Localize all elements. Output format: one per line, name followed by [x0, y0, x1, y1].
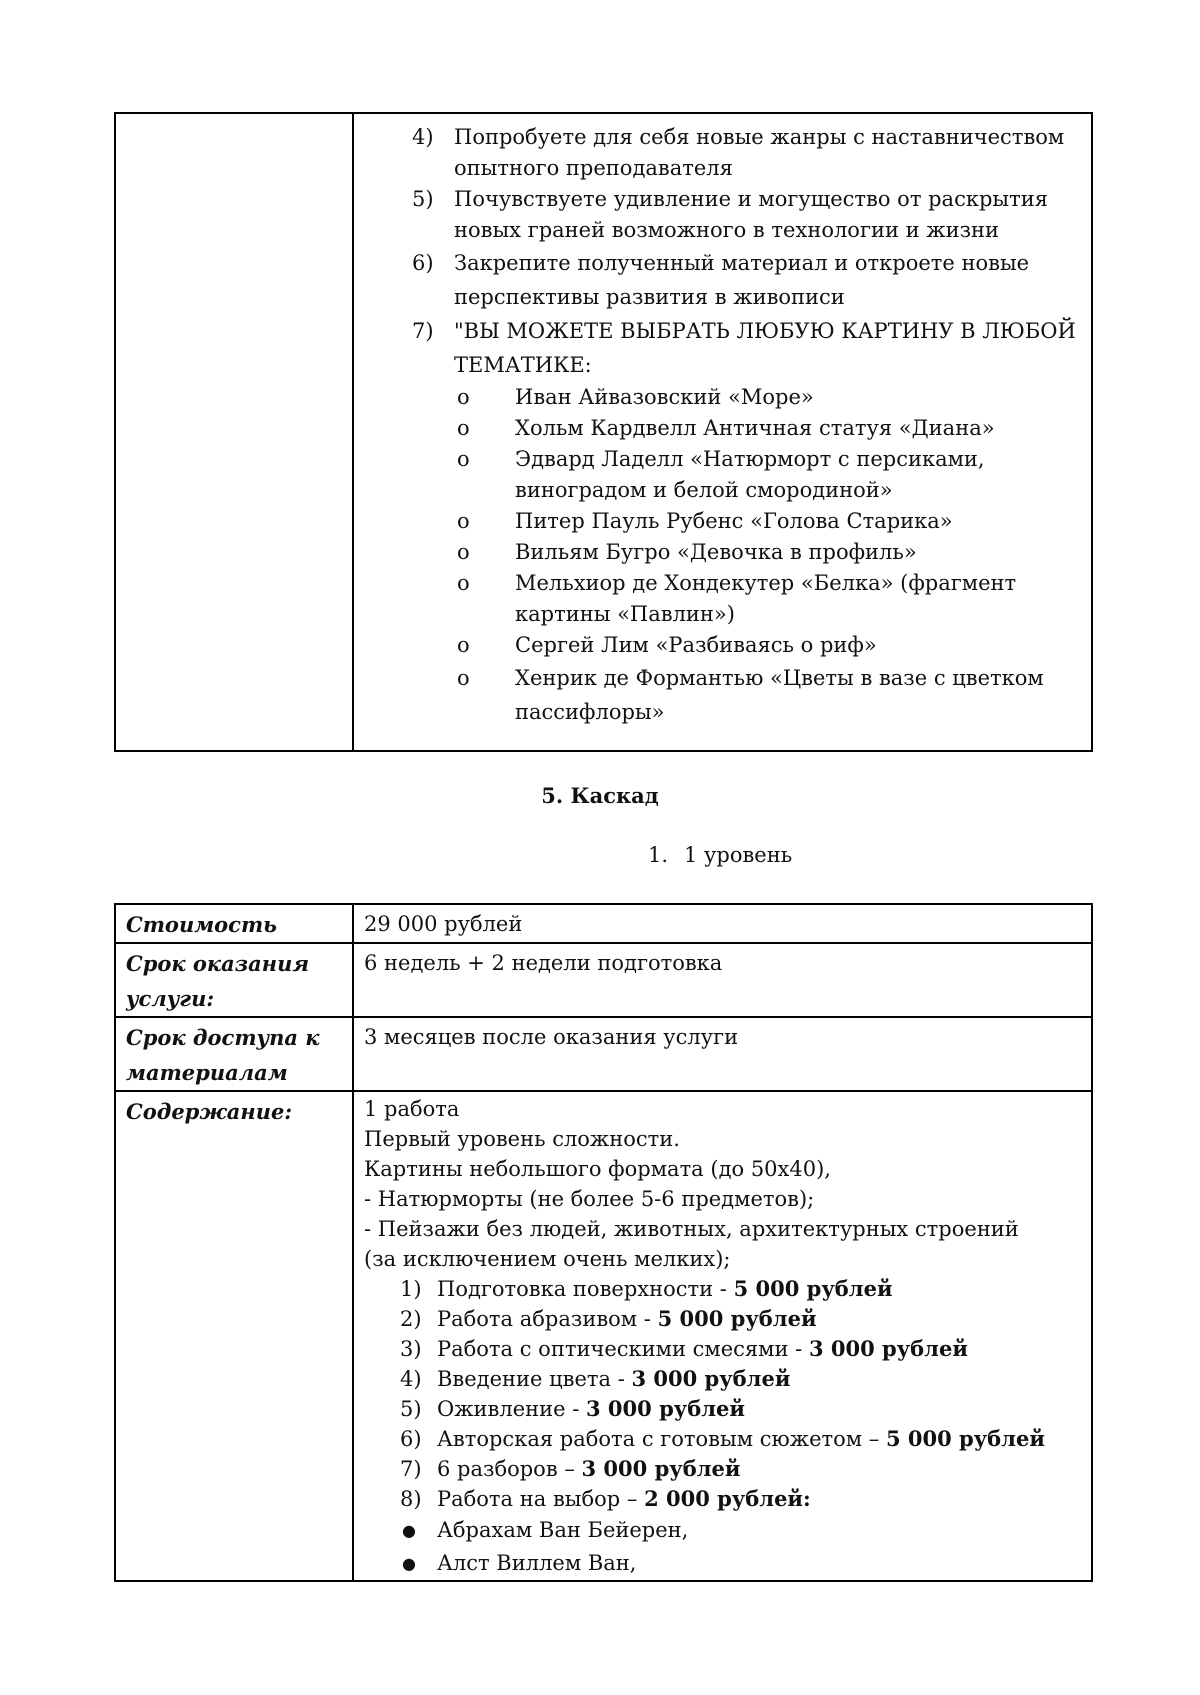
- painting-text: Сергей Лим «Разбиваясь о риф»: [515, 633, 877, 657]
- module-item: [364, 1484, 1083, 1514]
- item-number: 4): [412, 125, 434, 149]
- list-item: [354, 122, 1087, 184]
- content-line: Картины небольшого формата (до 50х40),: [364, 1157, 831, 1181]
- circle-bullet-icon: o: [457, 571, 470, 595]
- item-text: Почувствуете удивление и могущество от раскрытия новых граней возможного в технологии и жизни: [454, 187, 1048, 242]
- module-item: [364, 1304, 1083, 1334]
- painting-item: [454, 537, 1083, 568]
- painting-item: [454, 661, 1083, 729]
- module-price: 5 000 рублей: [885, 1426, 1045, 1451]
- circle-bullet-icon: o: [457, 540, 470, 564]
- section-heading: 5. Каскад: [541, 783, 659, 808]
- table-row: [115, 904, 1092, 943]
- item-number: 7): [412, 319, 434, 343]
- painting-text: Вильям Бугро «Девочка в профиль»: [515, 540, 917, 564]
- row-label: Стоимость: [115, 904, 353, 943]
- module-item: [364, 1454, 1083, 1484]
- benefits-list: [354, 122, 1091, 729]
- item-number: 3): [400, 1337, 422, 1361]
- module-price: 5 000 рублей: [657, 1306, 817, 1331]
- table-row: [115, 1017, 1092, 1091]
- module-item: [364, 1424, 1083, 1454]
- row-label: Срок доступа к материалам: [115, 1017, 353, 1091]
- item-number: 2): [400, 1307, 422, 1331]
- artist-text: Абрахам Ван Бейерен,: [437, 1518, 689, 1542]
- item-number: 6): [412, 251, 434, 275]
- circle-bullet-icon: o: [457, 447, 470, 471]
- paintings-list: [454, 382, 1087, 729]
- item-number: 6): [400, 1427, 422, 1451]
- painting-item: [454, 413, 1083, 444]
- item-number: 8): [400, 1487, 422, 1511]
- modules-list: [364, 1274, 1083, 1514]
- module-price: 3 000 рублей: [581, 1456, 741, 1481]
- artist-item: [364, 1514, 1083, 1547]
- content-line: 1 работа: [364, 1097, 460, 1121]
- module-price: 5 000 рублей: [733, 1276, 893, 1301]
- bullet-dot-icon: ●: [402, 1554, 416, 1573]
- content-line: - Натюрморты (не более 5-6 предметов);: [364, 1187, 815, 1211]
- painting-text: Иван Айвазовский «Море»: [515, 385, 814, 409]
- painting-text: Мельхиор де Хондекутер «Белка» (фрагмент картины «Павлин»): [515, 571, 1017, 626]
- item-number: 7): [400, 1457, 422, 1481]
- painting-text: Эдвард Ладелл «Натюрморт с персиками, виноградом и белой смородиной»: [515, 447, 985, 502]
- item-number: 4): [400, 1367, 422, 1391]
- content-cell: [353, 1091, 1092, 1581]
- table-row: [115, 1091, 1092, 1581]
- module-price: 3 000 рублей: [586, 1396, 745, 1421]
- module-item: [364, 1274, 1083, 1304]
- module-text: Работа с оптическими смесями -: [437, 1337, 809, 1361]
- painting-item: [454, 568, 1083, 630]
- row-label: Содержание:: [115, 1091, 353, 1581]
- module-text: Работа на выбор –: [437, 1487, 645, 1511]
- module-item: [364, 1334, 1083, 1364]
- row-value: 29 000 рублей: [353, 904, 1092, 943]
- module-text: Авторская работа с готовым сюжетом –: [437, 1427, 886, 1451]
- course-details-table: [114, 903, 1093, 1582]
- row-value: 6 недель + 2 недели подготовка: [353, 943, 1092, 1017]
- row-label: Срок оказания услуги:: [115, 943, 353, 1017]
- artist-text: Алст Виллем Ван,: [437, 1551, 637, 1575]
- circle-bullet-icon: o: [457, 509, 470, 533]
- item-number: 5): [400, 1397, 422, 1421]
- item-number: 1): [400, 1277, 422, 1301]
- module-price: 3 000 рублей: [631, 1366, 791, 1391]
- item-text: "ВЫ МОЖЕТЕ ВЫБРАТЬ ЛЮБУЮ КАРТИНУ В ЛЮБОЙ ТЕМАТИКЕ:: [454, 319, 1076, 377]
- circle-bullet-icon: o: [457, 633, 470, 657]
- module-item: [364, 1394, 1083, 1424]
- module-text: 6 разборов –: [437, 1457, 582, 1481]
- painting-item: [454, 444, 1083, 506]
- level-number: 1.: [648, 843, 669, 867]
- level-heading: [648, 843, 792, 867]
- content-line: - Пейзажи без людей, животных, архитектурных строений: [364, 1217, 1019, 1241]
- artist-item: [364, 1547, 1083, 1580]
- bullet-dot-icon: ●: [402, 1521, 416, 1540]
- table-row: [115, 113, 1092, 751]
- item-text: Закрепите полученный материал и откроете новые перспективы развития в живописи: [454, 251, 1030, 309]
- circle-bullet-icon: o: [457, 416, 470, 440]
- item-text: Попробуете для себя новые жанры с наставничеством опытного преподавателя: [454, 125, 1065, 180]
- module-item: [364, 1364, 1083, 1394]
- table-cell-benefits: [353, 113, 1092, 751]
- content-line: Первый уровень сложности.: [364, 1127, 680, 1151]
- module-price: 2 000 рублей:: [644, 1486, 811, 1511]
- table-cell-empty: [115, 113, 353, 751]
- painting-item: [454, 382, 1083, 413]
- item-number: 5): [412, 187, 434, 211]
- module-text: Подготовка поверхности -: [437, 1277, 734, 1301]
- level-text: 1 уровень: [684, 843, 793, 867]
- painting-text: Хольм Кардвелл Античная статуя «Диана»: [515, 416, 995, 440]
- painting-text: Хенрик де Формантью «Цветы в вазе с цветком пассифлоры»: [515, 666, 1044, 724]
- list-item: [354, 246, 1087, 314]
- row-value: 3 месяцев после оказания услуги: [353, 1017, 1092, 1091]
- artists-list: [364, 1514, 1083, 1580]
- content-line: (за исключением очень мелких);: [364, 1247, 731, 1271]
- module-text: Работа абразивом -: [437, 1307, 658, 1331]
- painting-item: [454, 506, 1083, 537]
- table-row: [115, 943, 1092, 1017]
- circle-bullet-icon: o: [457, 666, 470, 690]
- painting-text: Питер Пауль Рубенс «Голова Старика»: [515, 509, 953, 533]
- list-item: [354, 184, 1087, 246]
- circle-bullet-icon: o: [457, 385, 470, 409]
- module-text: Введение цвета -: [437, 1367, 632, 1391]
- list-item: [354, 314, 1087, 729]
- module-price: 3 000 рублей: [808, 1336, 968, 1361]
- module-text: Оживление -: [437, 1397, 586, 1421]
- table-continuation: [114, 112, 1093, 752]
- painting-item: [454, 630, 1083, 661]
